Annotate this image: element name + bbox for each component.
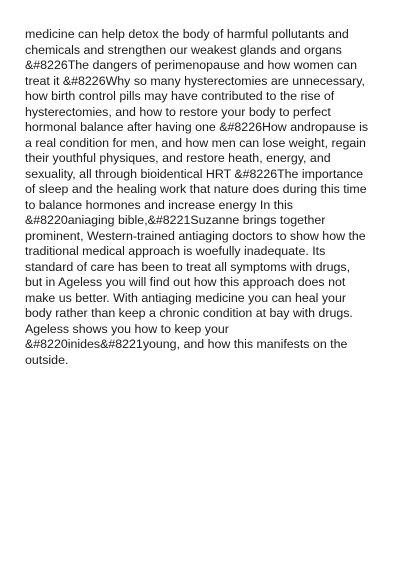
text-line: make us better. With antiaging medicine you can heal your — [25, 290, 346, 305]
text-line: body rather than keep a chronic condition at bay with drugs. — [25, 306, 353, 320]
text-line: their youthful physiques, and restore heath, energy, and — [25, 151, 331, 165]
text-line: medicine can help detox the body of harmful pollutants and — [25, 27, 349, 41]
text-line: &#8220aniaging bible,&#8221Suzanne brings together — [25, 213, 326, 227]
body-paragraph — [25, 27, 395, 368]
text-line: how birth control pills may have contributed to the rise of — [25, 89, 335, 103]
text-line: treat it &#8226Why so many hysterectomies are unnecessary, — [25, 73, 365, 88]
text-line: outside. — [25, 352, 69, 367]
text-line: traditional medical approach is woefully inadequate. Its — [25, 244, 326, 258]
text-line: Ageless shows you how to keep your — [25, 321, 229, 336]
text-line: hysterectomies, and how to restore your body to perfect — [25, 104, 331, 119]
text-line: to balance hormones and increase energy In this — [25, 197, 293, 212]
text-line: prominent, Western-trained antiaging doctors to show how the — [25, 228, 366, 243]
text-line: of sleep and the healing work that nature does during this time — [25, 182, 367, 196]
text-line: &#8226The dangers of perimenopause and how women can — [25, 58, 358, 72]
text-line: chemicals and strengthen our weakest glands and organs — [25, 42, 342, 57]
text-line: standard of care has been to treat all symptoms with drugs, — [25, 259, 351, 274]
text-line: sexuality, all through bioidentical HRT &#8226The importance — [25, 166, 364, 181]
text-line: but in Ageless you will find out how this approach does not — [25, 275, 346, 289]
text-line: hormonal balance after having one &#8226How andropause is — [25, 120, 369, 134]
text-line: a real condition for men, and how men can lose weight, regain — [25, 135, 366, 150]
text-line: &#8220inides&#8221young, and how this manifests on the — [25, 337, 348, 351]
